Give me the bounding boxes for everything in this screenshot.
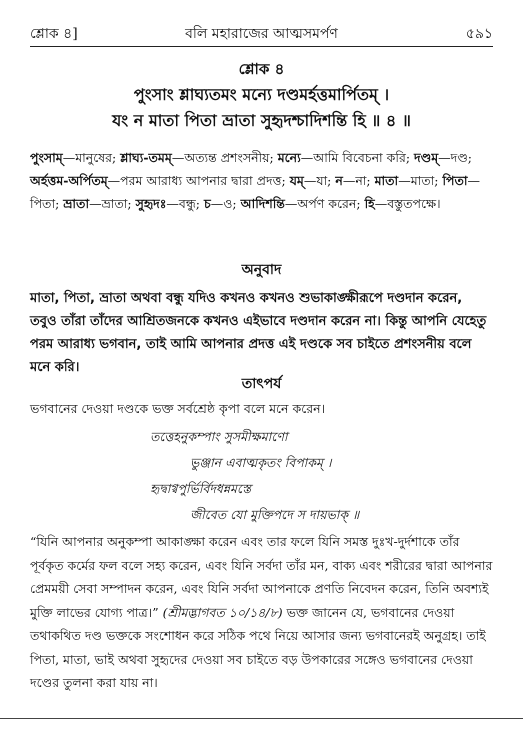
synonym-word: পিতা bbox=[442, 173, 468, 188]
quote-line: তত্তেহনুকম্পাং সুসমীক্ষমাণো bbox=[150, 429, 288, 444]
synonym-meaning: মানুষের; bbox=[75, 150, 121, 165]
synonym-word: আদিশন্তি bbox=[240, 196, 285, 211]
purport-commentary bbox=[30, 530, 493, 695]
quote-line: ভুঞ্জান এবাত্মকৃতং বিপাকম্ । bbox=[190, 455, 332, 470]
purport-intro: ভগবানের দেওয়া দণ্ডকে ভক্ত সর্বশ্রেষ্ঠ কৃপা বলে মনে করেন। bbox=[30, 401, 326, 416]
verse-line: যং ন মাতা পিতা ভ্রাতা সুহৃদশ্চাদিশন্তি হি ॥ ৪ ॥ bbox=[112, 111, 411, 130]
header-page-number: ৫৯১ bbox=[465, 26, 493, 42]
synonym-word: ভ্রাতা bbox=[63, 196, 90, 211]
page-header bbox=[30, 22, 493, 42]
header-verse-ref: শ্লোক ৪] bbox=[30, 26, 78, 42]
synonym-meaning: যা; bbox=[316, 173, 336, 188]
synonym-meaning: বস্তুতপক্ষে। bbox=[387, 196, 441, 211]
synonym-word: হি bbox=[364, 196, 375, 211]
synonym-meaning: ও; bbox=[223, 196, 241, 211]
synonym-meaning: মাতা; bbox=[410, 173, 443, 188]
synonym-word: ন bbox=[335, 173, 343, 188]
synonym-word: পুংসাম্ bbox=[30, 150, 63, 165]
synonym-meaning: ভ্রাতা; bbox=[101, 196, 136, 211]
commentary-citation: (শ্রীমদ্ভাগবত ১০/১৪/৮) bbox=[162, 604, 283, 620]
quoted-verse bbox=[150, 424, 480, 528]
verse-label: শ্লোক ৪ bbox=[238, 60, 285, 78]
quote-line: জীবেত যো মুক্তিপদে স দায়ভাক্ ॥ bbox=[190, 507, 360, 522]
commentary-quote: “যিনি আপনার অনুকম্পা আকাঙ্ক্ষা করেন এবং তার ফলে যিনি সমস্ত দুঃখ-দুর্দশাকে তাঁর পূর্বকৃত কর্মের ফল বলে সহ্য করেন, এবং যিনি সর্বদা তাঁর মন, বাক্য এবং শরীরের দ্বারা আপনার প্রেমময়ী সেবা সম্পাদন করেন, এবং যিনি সর্বদা আপনাকে প্রণতি নিবেদন করেন, তিনি অবশ্যই মুক্তি লাভের যোগ্য পাত্র।” bbox=[30, 534, 493, 620]
synonym-meaning: পিতা; bbox=[30, 196, 64, 211]
translation-title: অনুবাদ bbox=[241, 262, 282, 278]
commentary-rest: ভক্ত জানেন যে, ভগবানের দেওয়া তথাকথিত দণ্ড ভক্তকে সংশোধন করে সঠিক পথে নিয়ে আসার জন্য ভগবানেরই অনুগ্রহ। তাই পিতা, মাতা, ভাই অথবা সুহৃদের দেওয়া সব চাইতে বড় উপকারের সঙ্গেও ভগবানের দেওয়া দণ্ডের তুলনা করা যায় না। bbox=[30, 604, 486, 690]
header-chapter-title: বলি মহারাজের আত্মসমর্পণ bbox=[185, 26, 338, 42]
header-rule bbox=[30, 46, 493, 47]
synonym-meaning: পরম আরাধ্য আপনার দ্বারা প্রদত্ত; bbox=[120, 173, 290, 188]
word-synonyms: পুংসাম্—মানুষের; শ্লাঘ্য-তমম্—অত্যন্ত প্রশংসনীয়; মন্যে—আমি বিবেচনা করি; দণ্ডম্—দণ্ড; অর্হত্তম-অর্পিতম্—পরম আরাধ্য আপনার দ্বারা প্রদত্ত; যম্—যা; ন—না; মাতা—মাতা; পিতা—পিতা; ভ্রাতা—ভ্রাতা; সুহৃদঃ—বন্ধু; চ—ও; আদিশন্তি—অর্পণ করেন; হি—বস্তুতপক্ষে। bbox=[30, 150, 481, 211]
synonym-word: দণ্ডম্ bbox=[414, 150, 439, 165]
synonym-word: মন্যে bbox=[277, 150, 301, 165]
synonym-meaning: অর্পণ করেন; bbox=[297, 196, 365, 211]
synonym-meaning: না; bbox=[355, 173, 375, 188]
synonym-word: মাতা bbox=[374, 173, 399, 188]
synonym-word: চ bbox=[203, 196, 211, 211]
verse-line: পুংসাং শ্লাঘ্যতমং মন্যে দণ্ডমর্হত্তমার্পিতম্ । bbox=[133, 85, 390, 104]
purport-title: তাৎপর্য bbox=[241, 376, 282, 392]
synonym-meaning: আমি বিবেচনা করি; bbox=[313, 150, 415, 165]
sanskrit-verse bbox=[30, 82, 493, 134]
synonym-word: সুহৃদঃ bbox=[135, 196, 167, 211]
synonym-word: অর্হত্তম-অর্পিতম্ bbox=[30, 173, 108, 188]
synonym-word: শ্লাঘ্য-তমম্ bbox=[120, 150, 172, 165]
quote-line: হৃদ্বাগ্বপুর্ভির্বিদধন্নমস্তে bbox=[150, 481, 252, 496]
synonym-word: যম্ bbox=[289, 173, 304, 188]
synonym-meaning: দণ্ড; bbox=[450, 150, 473, 165]
translation-text: মাতা, পিতা, ভ্রাতা অথবা বন্ধু যদিও কখনও কখনও শুভাকাঙ্ক্ষীরূপে দণ্ডদান করেন, তবুও তাঁরা তাঁদের আশ্রিতজনকে কখনও এইভাবে দণ্ডদান করেন না। কিন্তু আপনি যেহেতু পরম আরাধ্য ভগবান, তাই আমি আপনার প্রদত্ত এই দণ্ডকে সব চাইতে প্রশংসনীয় বলে মনে করি। bbox=[30, 291, 487, 375]
synonym-meaning: বন্ধু; bbox=[178, 196, 204, 211]
synonym-meaning: অত্যন্ত প্রশংসনীয়; bbox=[184, 150, 278, 165]
footer-rule bbox=[0, 718, 523, 719]
